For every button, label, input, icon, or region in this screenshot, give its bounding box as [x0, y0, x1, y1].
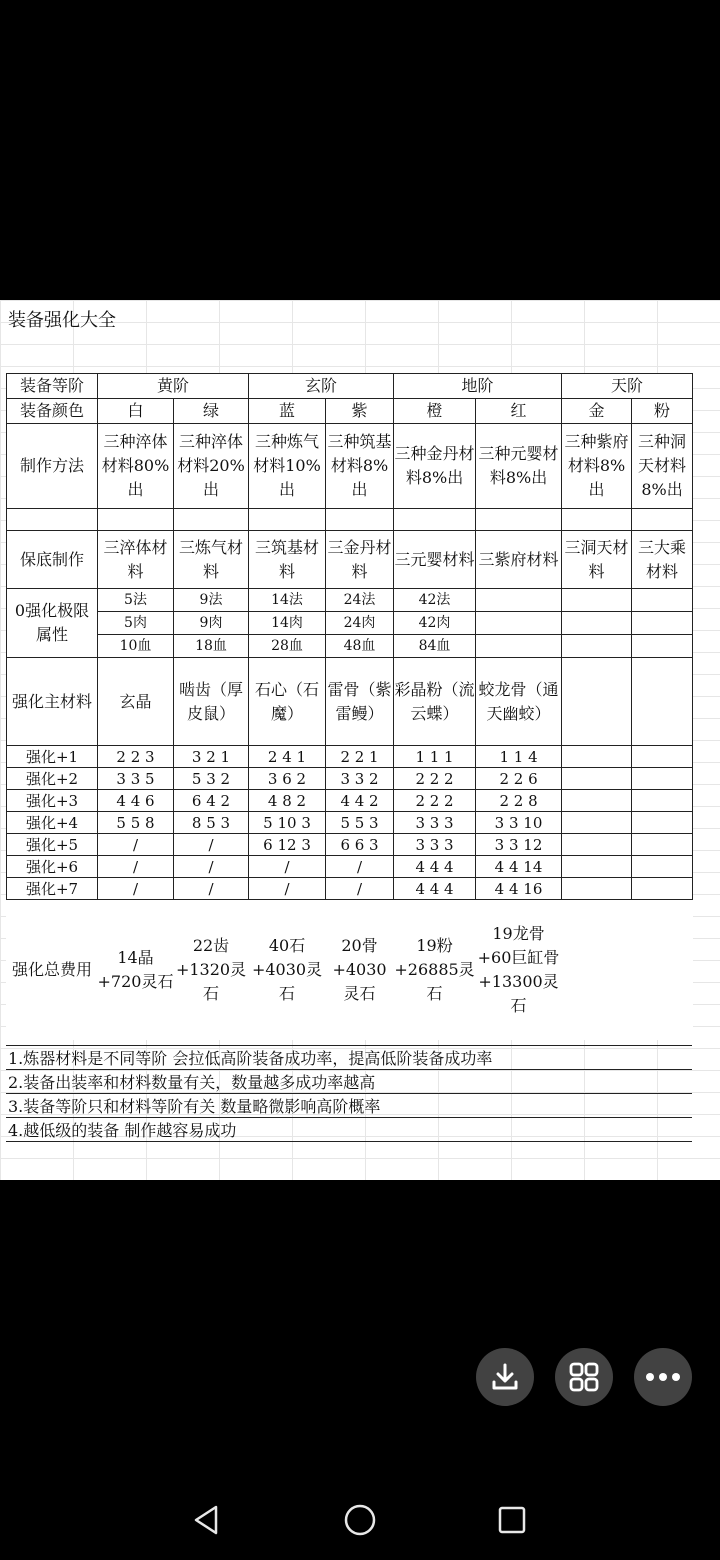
material-cell — [562, 658, 632, 746]
level-cell: 4 4 2 — [326, 790, 394, 812]
download-button[interactable] — [476, 1348, 534, 1406]
level-cell — [562, 834, 632, 856]
method-cell: 三种洞天材料8%出 — [632, 424, 693, 509]
level-cell: 4 4 4 — [394, 856, 476, 878]
limit-cell: 5肉 — [98, 612, 174, 635]
limit-row — [7, 635, 693, 658]
tier-cell: 地阶 — [394, 374, 562, 399]
level-row — [7, 812, 693, 834]
level-cell: / — [174, 878, 249, 900]
level-cell — [632, 856, 693, 878]
level-cell: 4 4 14 — [476, 856, 562, 878]
limit-cell: 48血 — [326, 635, 394, 658]
level-cell — [632, 878, 693, 900]
total-cell: 20骨+4030灵石 — [332, 935, 387, 1003]
guarantee-cell: 三筑基材料 — [249, 531, 326, 589]
guarantee-cell: 三洞天材料 — [562, 531, 632, 589]
color-cell: 粉 — [632, 399, 693, 424]
row-label: 强化+2 — [7, 768, 98, 790]
level-cell: 2 2 2 — [394, 790, 476, 812]
method-cell: 三种筑基材料8%出 — [326, 424, 394, 509]
limit-cell — [476, 635, 562, 658]
level-cell — [562, 768, 632, 790]
level-cell: 6 12 3 — [249, 834, 326, 856]
spreadsheet-image — [0, 300, 720, 1180]
enhancement-table — [6, 373, 693, 1040]
level-cell: 3 3 12 — [476, 834, 562, 856]
back-icon — [191, 1503, 221, 1537]
method-cell: 三种元婴材料8%出 — [476, 424, 562, 509]
level-row — [7, 878, 693, 900]
limit-cell: 24法 — [326, 589, 394, 612]
level-cell: / — [326, 878, 394, 900]
limit-cell: 84血 — [394, 635, 476, 658]
limit-row — [7, 612, 693, 635]
row-label: 保底制作 — [7, 531, 98, 589]
guarantee-cell: 三紫府材料 — [476, 531, 562, 589]
level-cell: 3 3 10 — [476, 812, 562, 834]
level-cell: 3 3 3 — [394, 834, 476, 856]
limit-cell: 28血 — [249, 635, 326, 658]
level-cell: 4 4 16 — [476, 878, 562, 900]
limit-cell: 24肉 — [326, 612, 394, 635]
limit-cell: 9法 — [174, 589, 249, 612]
row-label: 强化+3 — [7, 790, 98, 812]
tier-cell: 玄阶 — [249, 374, 394, 399]
level-cell: 3 3 5 — [98, 768, 174, 790]
level-cell: 2 2 2 — [394, 768, 476, 790]
total-cell: 19龙骨+60巨缸骨+13300灵石 — [477, 923, 560, 1015]
row-label: 制作方法 — [7, 424, 98, 509]
total-cell — [562, 900, 632, 1040]
nav-back-button[interactable] — [186, 1500, 226, 1540]
level-cell — [632, 812, 693, 834]
color-cell: 紫 — [326, 399, 394, 424]
level-row — [7, 790, 693, 812]
limit-cell — [562, 635, 632, 658]
level-cell: 3 6 2 — [249, 768, 326, 790]
level-cell — [632, 834, 693, 856]
nav-home-button[interactable] — [340, 1500, 380, 1540]
total-cell — [632, 900, 693, 1040]
limit-cell — [632, 612, 693, 635]
level-cell: 2 2 1 — [326, 746, 394, 768]
level-row — [7, 746, 693, 768]
level-cell — [562, 812, 632, 834]
level-cell — [632, 790, 693, 812]
level-cell: 3 3 3 — [394, 812, 476, 834]
note-item: 4.越低级的装备 制作越容易成功 — [6, 1118, 692, 1142]
color-row — [7, 399, 693, 424]
total-cell: 40石+4030灵石 — [251, 935, 323, 1003]
limit-cell: 9肉 — [174, 612, 249, 635]
row-label: 装备颜色 — [7, 399, 98, 424]
material-cell — [632, 658, 693, 746]
limit-cell: 18血 — [174, 635, 249, 658]
level-cell: / — [174, 834, 249, 856]
level-cell: 6 6 3 — [326, 834, 394, 856]
total-cell: 14晶+720灵石 — [97, 947, 174, 991]
level-cell: 1 1 1 — [394, 746, 476, 768]
tier-row — [7, 374, 693, 399]
level-cell: 1 1 4 — [476, 746, 562, 768]
color-cell: 金 — [562, 399, 632, 424]
guarantee-cell: 三金丹材料 — [326, 531, 394, 589]
recents-icon — [496, 1504, 528, 1536]
row-label: 装备等阶 — [7, 374, 98, 399]
grid-button[interactable] — [555, 1348, 613, 1406]
level-row — [7, 856, 693, 878]
row-label: 强化+5 — [7, 834, 98, 856]
row-label: 强化+1 — [7, 746, 98, 768]
material-cell: 玄晶 — [98, 658, 174, 746]
method-cell: 三种炼气材料10%出 — [249, 424, 326, 509]
level-cell: 4 4 4 — [394, 878, 476, 900]
level-cell: 2 2 3 — [98, 746, 174, 768]
level-cell: / — [174, 856, 249, 878]
limit-cell: 42肉 — [394, 612, 476, 635]
note-item: 2.装备出装率和材料数量有关，数量越多成功率越高 — [6, 1070, 692, 1094]
level-cell: 5 10 3 — [249, 812, 326, 834]
limit-cell — [476, 612, 562, 635]
method-row — [7, 424, 693, 509]
color-cell: 橙 — [394, 399, 476, 424]
guarantee-cell: 三炼气材料 — [174, 531, 249, 589]
guarantee-cell: 三元婴材料 — [394, 531, 476, 589]
limit-cell — [632, 589, 693, 612]
main-material-row — [7, 658, 693, 746]
sheet-title: 装备强化大全 — [8, 310, 116, 331]
limit-cell — [562, 612, 632, 635]
download-icon — [488, 1360, 522, 1394]
level-cell: / — [249, 856, 326, 878]
level-cell: / — [98, 878, 174, 900]
level-cell: 8 5 3 — [174, 812, 249, 834]
row-label: 强化总费用 — [11, 959, 92, 979]
home-icon — [342, 1502, 378, 1538]
level-row — [7, 768, 693, 790]
level-cell: 5 5 3 — [326, 812, 394, 834]
note-item: 3.装备等阶只和材料等阶有关 数量略微影响高阶概率 — [6, 1094, 692, 1118]
limit-cell: 10血 — [98, 635, 174, 658]
material-cell: 石心（石魔） — [249, 658, 326, 746]
level-cell: 6 4 2 — [174, 790, 249, 812]
row-label: 强化主材料 — [7, 658, 98, 746]
row-label: 强化+4 — [7, 812, 98, 834]
total-cell: 19粉+26885灵石 — [394, 935, 475, 1003]
level-cell: 4 4 6 — [98, 790, 174, 812]
material-cell: 彩晶粉（流云蝶） — [394, 658, 476, 746]
method-cell: 三种淬体材料20%出 — [174, 424, 249, 509]
level-cell — [562, 790, 632, 812]
level-cell: 2 2 8 — [476, 790, 562, 812]
level-cell — [562, 856, 632, 878]
method-cell: 三种淬体材料80%出 — [98, 424, 174, 509]
level-cell: / — [249, 878, 326, 900]
guarantee-cell: 三大乘材料 — [632, 531, 693, 589]
level-cell: / — [326, 856, 394, 878]
level-cell: 3 3 2 — [326, 768, 394, 790]
level-cell — [632, 768, 693, 790]
row-label: 0强化极限属性 — [7, 589, 98, 658]
level-row — [7, 834, 693, 856]
more-button[interactable] — [634, 1348, 692, 1406]
level-cell: 3 2 1 — [174, 746, 249, 768]
more-icon — [645, 1371, 681, 1383]
limit-cell: 14肉 — [249, 612, 326, 635]
row-label: 强化+7 — [7, 878, 98, 900]
material-cell: 蛟龙骨（通天幽蛟） — [476, 658, 562, 746]
limit-cell: 42法 — [394, 589, 476, 612]
limit-cell: 5法 — [98, 589, 174, 612]
total-cell: 22齿+1320灵石 — [175, 935, 247, 1003]
method-cell: 三种紫府材料8%出 — [562, 424, 632, 509]
color-cell: 红 — [476, 399, 562, 424]
guarantee-cell: 三淬体材料 — [98, 531, 174, 589]
total-row — [7, 900, 693, 1040]
level-cell — [562, 746, 632, 768]
level-cell: 2 4 1 — [249, 746, 326, 768]
tier-cell: 天阶 — [562, 374, 693, 399]
color-cell: 白 — [98, 399, 174, 424]
note-item: 1.炼器材料是不同等阶 会拉低高阶装备成功率，提高低阶装备成功率 — [6, 1046, 692, 1070]
level-cell: 4 8 2 — [249, 790, 326, 812]
limit-cell — [562, 589, 632, 612]
nav-recents-button[interactable] — [492, 1500, 532, 1540]
row-label: 强化+6 — [7, 856, 98, 878]
material-cell: 啮齿（厚皮鼠） — [174, 658, 249, 746]
grid-icon — [568, 1361, 600, 1393]
color-cell: 绿 — [174, 399, 249, 424]
limit-cell — [632, 635, 693, 658]
limit-cell: 14法 — [249, 589, 326, 612]
empty-row — [7, 509, 693, 531]
level-cell: 2 2 6 — [476, 768, 562, 790]
level-cell — [562, 878, 632, 900]
color-cell: 蓝 — [249, 399, 326, 424]
limit-cell — [476, 589, 562, 612]
level-cell — [632, 746, 693, 768]
level-cell: / — [98, 856, 174, 878]
limit-row — [7, 589, 693, 612]
guarantee-row — [7, 531, 693, 589]
tier-cell: 黄阶 — [98, 374, 249, 399]
level-cell: 5 5 8 — [98, 812, 174, 834]
material-cell: 雷骨（紫雷鳗） — [326, 658, 394, 746]
notes-list — [6, 1045, 692, 1142]
level-cell: / — [98, 834, 174, 856]
method-cell: 三种金丹材料8%出 — [394, 424, 476, 509]
level-cell: 5 3 2 — [174, 768, 249, 790]
